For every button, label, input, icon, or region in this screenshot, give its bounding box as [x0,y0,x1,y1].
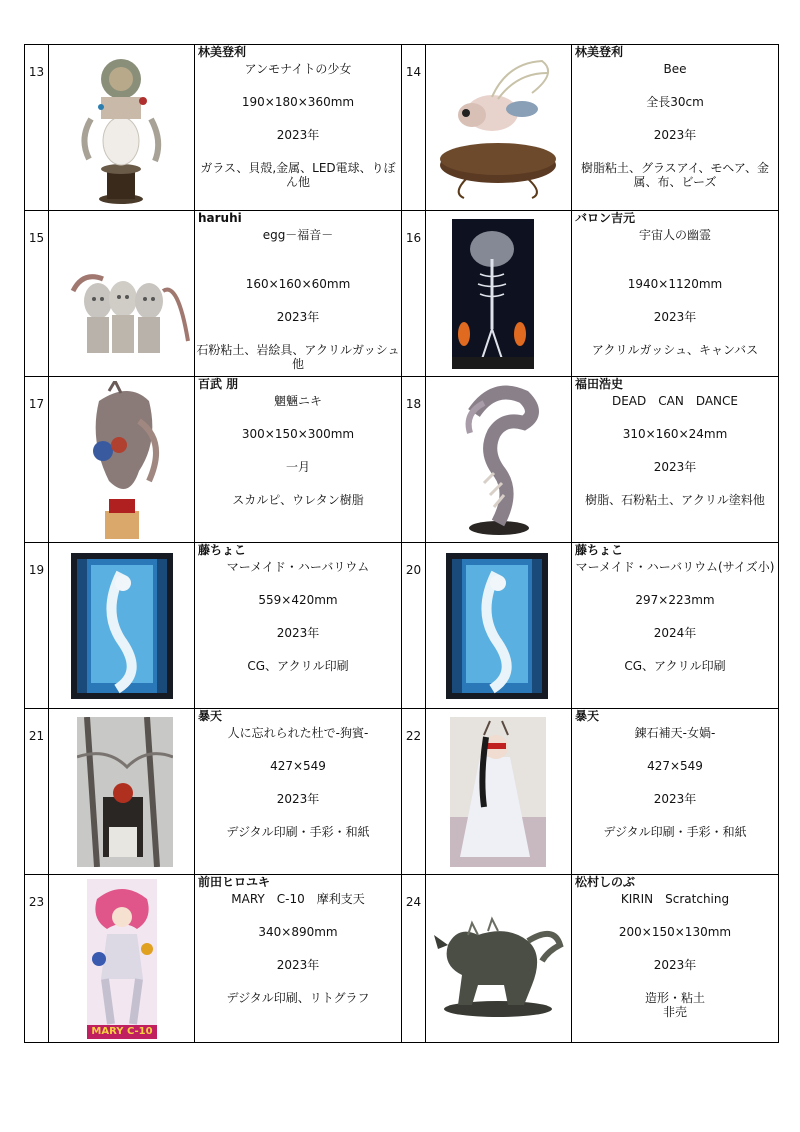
artwork-title: KIRIN Scratching [620,892,730,906]
artwork-title: アンモナイトの少女 [244,62,352,76]
artwork-info [572,875,779,1043]
artwork-year: 2023年 [653,958,697,972]
artwork-size: 559×420mm [258,593,338,607]
entry-number: 20 [402,543,426,709]
artwork-image-cell [49,45,195,211]
artist-name: バロン吉元 [575,211,636,225]
catalog-table [24,44,779,1043]
entry-number: 17 [25,377,49,543]
artwork-year: 一月 [285,460,310,474]
artwork-year: 2023年 [653,460,697,474]
artwork-materials: CG、アクリル印刷 [247,659,349,673]
artist-name: 林美登利 [198,45,247,59]
artwork-info [572,45,779,211]
artwork-title: egg－福音－ [262,228,334,242]
artwork-image-cell [49,211,195,377]
artist-name: 藤ちょこ [575,543,624,557]
nuwa-print-image [450,717,546,867]
table-row [25,709,779,875]
artwork-title: マーメイド・ハーバリウム [226,560,370,574]
entry-number: 19 [25,543,49,709]
entry-number: 15 [25,211,49,377]
artwork-year: 2023年 [276,128,320,142]
artwork-year: 2023年 [653,310,697,324]
artist-name: 暴天 [575,709,600,723]
artwork-info [195,211,402,377]
artwork-size: 310×160×24mm [622,427,728,441]
artwork-title: 魍魎ニキ [273,394,322,408]
artwork-image-cell [426,875,572,1043]
mermaid-herbarium-small-print-image [446,553,548,699]
artwork-materials: スカルピ、ウレタン樹脂 [232,493,364,507]
artwork-year: 2024年 [653,626,697,640]
artist-name: 百武 朋 [198,377,239,391]
artwork-year: 2023年 [276,792,320,806]
artwork-materials: アクリルガッシュ、キャンバス [591,343,759,357]
artist-name: haruhi [198,211,242,225]
artwork-title: 錬石補天-女媧- [634,726,716,740]
spirit-bust-sculpture-image [79,381,169,539]
artwork-title: マーメイド・ハーバリウム(サイズ小) [575,560,775,574]
artwork-title: 宇宙人の幽霊 [638,228,711,242]
table-row [25,875,779,1043]
table-row [25,45,779,211]
sale-note: 非売 [662,1005,687,1019]
artwork-materials: CG、アクリル印刷 [624,659,726,673]
artwork-size: 190×180×360mm [241,95,355,109]
entry-number: 21 [25,709,49,875]
artwork-materials: デジタル印刷・手彩・和紙 [603,825,747,839]
artwork-title: Bee [663,62,687,76]
artwork-size: 1940×1120mm [627,277,723,291]
artwork-info [572,543,779,709]
artwork-materials: 石粉粘土、岩絵具、アクリルガッシュ他 [196,343,400,371]
entry-number: 14 [402,45,426,211]
artwork-info [195,45,402,211]
artwork-info [195,709,402,875]
artwork-info [572,211,779,377]
table-row [25,377,779,543]
artist-name: 林美登利 [575,45,624,59]
bee-sculpture-image [432,53,566,203]
artwork-materials: デジタル印刷・手彩・和紙 [226,825,370,839]
artwork-materials: デジタル印刷、リトグラフ [226,991,370,1005]
entry-number: 22 [402,709,426,875]
artwork-size: 300×150×300mm [241,427,355,441]
artwork-image-cell [426,377,572,543]
entry-number: 16 [402,211,426,377]
kirin-sculpture-image [428,905,568,1017]
ammonite-girl-sculpture-image [71,49,171,205]
artwork-image-cell [49,875,195,1043]
artwork-info [195,543,402,709]
artwork-year: 2023年 [276,310,320,324]
skeleton-sculpture-image [454,383,544,537]
artwork-image-cell [49,377,195,543]
mermaid-herbarium-print-image [71,553,173,699]
artist-name: 前田ヒロユキ [198,875,271,889]
artist-name: 暴天 [198,709,223,723]
artwork-size: 427×549 [647,759,703,773]
artwork-title: 人に忘れられた杜で-狗賓- [227,726,369,740]
artwork-materials: 樹脂粘土、グラスアイ、モヘア、金属、布、ビーズ [581,161,769,189]
artwork-size: 全長30cm [646,95,704,109]
artwork-info [195,377,402,543]
mary-c10-print-image [87,879,157,1039]
artwork-year: 2023年 [276,958,320,972]
entry-number: 23 [25,875,49,1043]
egg-figures-sculpture-image [63,261,193,361]
artwork-year: 2023年 [653,792,697,806]
artwork-size: 427×549 [270,759,326,773]
artwork-year: 2023年 [653,128,697,142]
artwork-materials: ガラス、貝殻,金属、LED電球、りぼん他 [200,161,396,189]
artwork-info [195,875,402,1043]
print-logo-text: MARY C-10 [91,1026,153,1037]
artist-name: 藤ちょこ [198,543,247,557]
artwork-image-cell [426,211,572,377]
artwork-image-cell [426,543,572,709]
entry-number: 18 [402,377,426,543]
artwork-size: 160×160×60mm [245,277,351,291]
entry-number: 13 [25,45,49,211]
artwork-title: MARY C-10 摩利支天 [231,892,365,906]
artwork-image-cell [49,709,195,875]
artwork-title: DEAD CAN DANCE [611,394,738,408]
artwork-size: 200×150×130mm [618,925,732,939]
alien-ghost-painting-image [452,219,534,369]
artwork-size: 340×890mm [258,925,338,939]
artwork-year: 2023年 [276,626,320,640]
artwork-materials: 造形・粘土 [644,991,705,1005]
artwork-image-cell [426,45,572,211]
artwork-image-cell [426,709,572,875]
artwork-size: 297×223mm [635,593,715,607]
entry-number: 24 [402,875,426,1043]
table-row [25,543,779,709]
artist-name: 福田浩史 [575,377,624,391]
artwork-info [572,377,779,543]
artist-name: 松村しのぶ [575,875,636,889]
artwork-info [572,709,779,875]
tengu-forest-print-image [77,717,173,867]
artwork-image-cell [49,543,195,709]
artwork-materials: 樹脂、石粉粘土、アクリル塗料他 [585,493,765,507]
table-row [25,211,779,377]
